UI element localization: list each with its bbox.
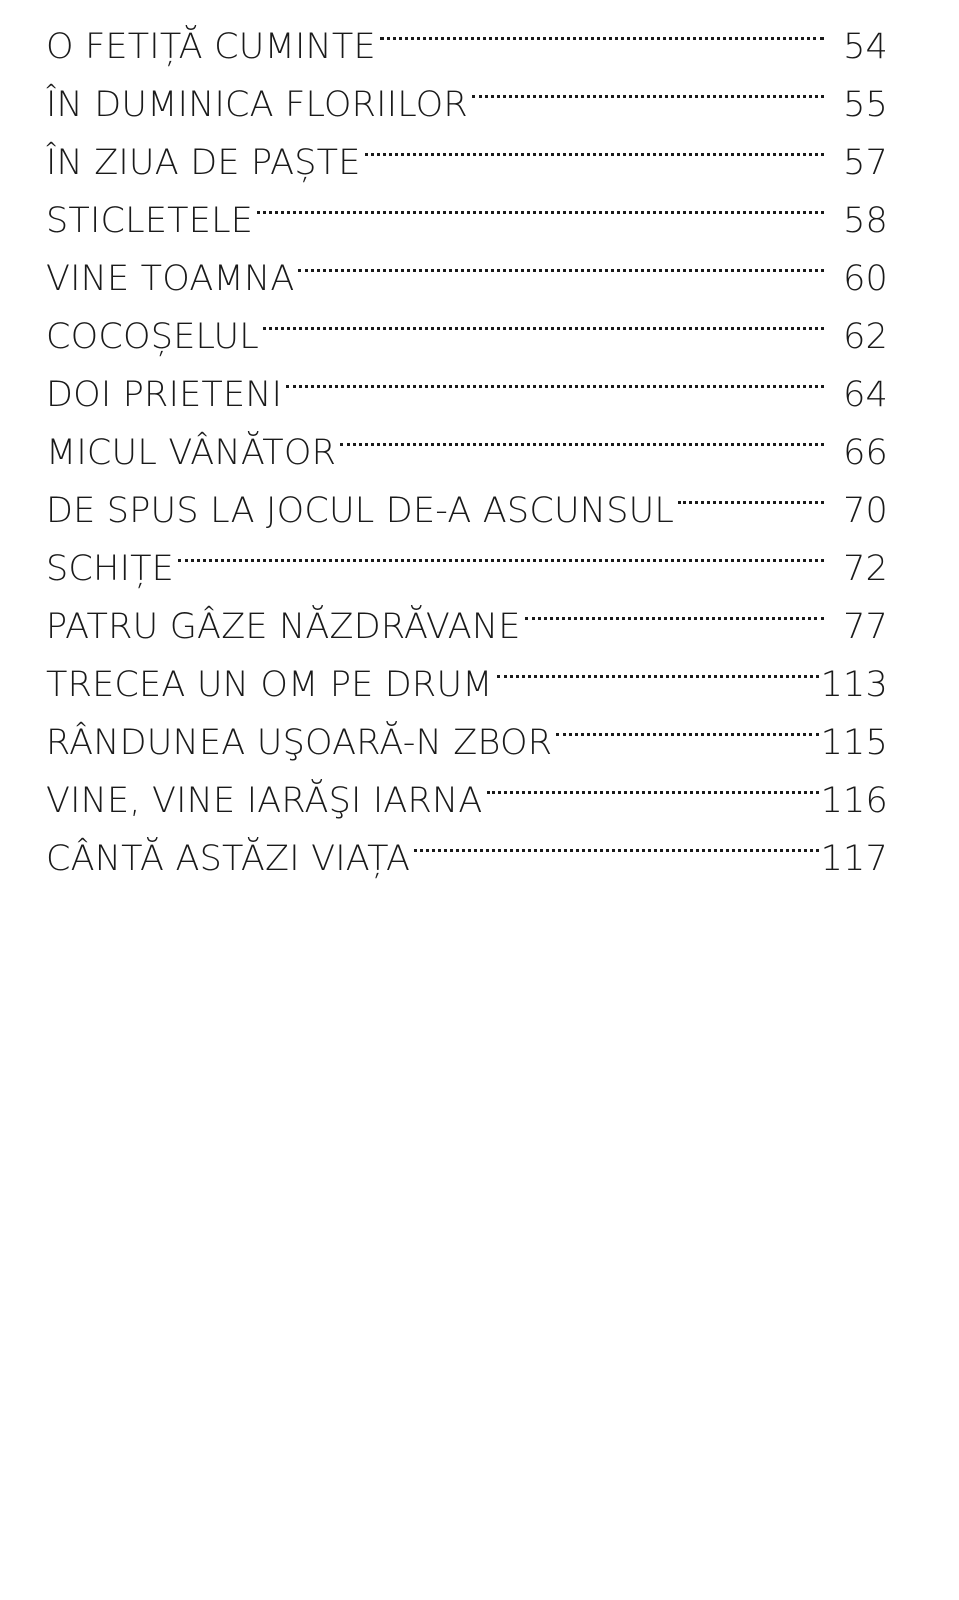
toc-entry-page: 72	[843, 549, 888, 589]
toc-entry-title: DE SPUS LA JOCUL DE-A ASCUNSUL	[46, 491, 675, 531]
toc-entry-title: COCOȘELUL	[46, 317, 259, 357]
toc-entry-page: 55	[843, 85, 888, 125]
toc-entry-page: 57	[843, 143, 888, 183]
toc-entry-page: 58	[843, 201, 888, 241]
toc-entry-title: TRECEA UN OM PE DRUM	[46, 665, 493, 705]
toc-entry-page: 116	[820, 781, 888, 821]
toc-entry-title: STICLETELE	[46, 201, 254, 241]
toc-dot-leader	[556, 696, 818, 754]
toc-dot-leader	[414, 812, 818, 870]
toc-entry-page: 62	[843, 317, 888, 357]
toc-dot-leader	[472, 58, 824, 116]
toc-entry-title: VINE, VINE IARĂŞI IARNA	[46, 781, 483, 821]
toc-entry-page: 113	[820, 665, 888, 705]
toc-dot-leader	[286, 348, 824, 406]
toc-dot-leader	[365, 116, 824, 174]
toc-dot-leader	[380, 0, 824, 58]
toc-entry-title: PATRU GÂZE NĂZDRĂVANE	[46, 607, 521, 647]
toc-entry-page: 66	[843, 433, 888, 473]
toc-entry	[46, 0, 888, 67]
toc-entry-title: ÎN ZIUA DE PAȘTE	[46, 143, 361, 183]
toc-dot-leader	[487, 754, 819, 812]
toc-dot-leader	[257, 174, 824, 232]
toc-entry-title: DOI PRIETENI	[46, 375, 283, 415]
toc-entry-title: MICUL VÂNĂTOR	[46, 433, 337, 473]
table-of-contents	[46, 0, 888, 879]
toc-entry-page: 64	[843, 375, 888, 415]
toc-entry-title: VINE TOAMNA	[46, 259, 295, 299]
toc-entry-page: 117	[820, 839, 888, 879]
toc-entry-title: CÂNTĂ ASTĂZI VIAȚA	[46, 839, 411, 879]
toc-entry-page: 54	[843, 27, 888, 67]
toc-dot-leader	[497, 638, 819, 696]
toc-dot-leader	[340, 406, 824, 464]
toc-entry-page: 115	[820, 723, 888, 763]
toc-entry-page: 77	[843, 607, 888, 647]
toc-dot-leader	[525, 580, 824, 638]
toc-entry-page: 70	[843, 491, 888, 531]
toc-dot-leader	[263, 290, 824, 348]
toc-entry-title: RÂNDUNEA UŞOARĂ-N ZBOR	[46, 723, 553, 763]
toc-entry-page: 60	[843, 259, 888, 299]
toc-dot-leader	[178, 522, 824, 580]
toc-entry-title: ÎN DUMINICA FLORIILOR	[46, 85, 468, 125]
toc-entry-title: O FETIȚĂ CUMINTE	[46, 27, 376, 67]
toc-entry-title: SCHIȚE	[46, 549, 174, 589]
toc-dot-leader	[298, 232, 824, 290]
toc-dot-leader	[678, 464, 824, 522]
